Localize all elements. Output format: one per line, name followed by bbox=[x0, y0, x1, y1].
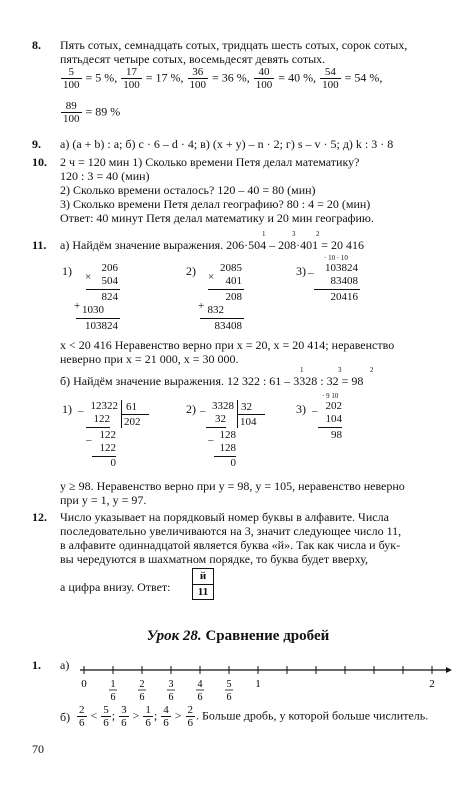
sub-3-result: 98 bbox=[331, 429, 342, 441]
numerator: 89 bbox=[61, 100, 82, 113]
calc-3-label: 3) bbox=[296, 264, 306, 278]
numerator: 54 bbox=[320, 66, 341, 79]
calc-1-multiplier: 504 bbox=[101, 275, 118, 287]
order-mark: 1 bbox=[262, 230, 266, 238]
task-11a-inequality-1: x < 20 416 Неравенство верно при x = 20, x = 20 414; неравенство bbox=[60, 338, 395, 352]
task-9-number: 9. bbox=[32, 137, 41, 151]
calc-1-result: 103824 bbox=[85, 320, 118, 332]
denominator: 6 bbox=[187, 717, 194, 729]
numerator: 36 bbox=[188, 66, 209, 79]
calc-2-rule-2 bbox=[200, 318, 244, 319]
denominator: 6 bbox=[103, 717, 109, 729]
order-mark: 2 bbox=[316, 230, 320, 238]
calc-1-label: 1) bbox=[62, 264, 72, 278]
calc-2-rule bbox=[208, 289, 244, 290]
calc-2-result: 83408 bbox=[214, 320, 242, 332]
task-8-text-2: пятьдесят четыре сотых, восемьдесят девять сотых. bbox=[60, 52, 326, 66]
sub-3-carry: · 9 10 bbox=[322, 392, 339, 400]
numerator: 4 bbox=[163, 704, 169, 716]
div-1-remainder: 0 bbox=[110, 457, 116, 469]
multiply-sign: × bbox=[85, 271, 92, 283]
axis-label-denominator: 6 bbox=[139, 692, 145, 703]
axis-label-numerator: 5 bbox=[226, 679, 232, 690]
axis-label-numerator: 4 bbox=[197, 679, 203, 690]
compare-operator: < bbox=[87, 708, 101, 723]
div-2-quotient: 104 bbox=[240, 416, 257, 428]
task-1a-label: а) bbox=[60, 658, 70, 672]
task-8-text-1: Пять сотых, семнадцать сотых, тридцать шесть сотых, сорок сотых, bbox=[60, 38, 408, 52]
task-12-line-2: последовательно увеличиваются на 3, значит следующее число 11, bbox=[60, 524, 402, 538]
numerator: 40 bbox=[254, 66, 275, 79]
calc-1-rule bbox=[86, 289, 120, 290]
calc-2-label: 2) bbox=[186, 264, 196, 278]
denominator: 100 bbox=[123, 79, 140, 91]
axis-label-numerator: 1 bbox=[110, 679, 116, 690]
axis-label: 2 bbox=[429, 678, 435, 690]
compare-operator: > bbox=[129, 708, 143, 723]
separator: ; bbox=[153, 708, 161, 723]
task-12-line-3: в алфавите одиннадцатой является буква «й». Так как числа и бук- bbox=[60, 538, 401, 552]
axis-label: 1 bbox=[255, 678, 261, 690]
task-12-answer-box bbox=[192, 568, 214, 600]
compare-fraction bbox=[77, 704, 87, 729]
div-1-rule bbox=[86, 427, 110, 428]
div-1-quotient: 202 bbox=[124, 416, 141, 428]
task-11a-line: а) Найдём значение выражения. 206·504 – 208·401 = 20 416 bbox=[60, 238, 364, 252]
numerator: 1 bbox=[145, 704, 151, 716]
compare-fraction bbox=[186, 704, 196, 729]
div-2-step-3: 128 bbox=[219, 442, 236, 454]
sub-3-subtrahend: 104 bbox=[325, 413, 342, 425]
task-8-number: 8. bbox=[32, 38, 41, 52]
calc-3-subtrahend: 83408 bbox=[330, 275, 358, 287]
axis-label-denominator: 6 bbox=[226, 692, 232, 703]
task-1b-label: б) bbox=[60, 710, 71, 724]
task-8-fraction-last bbox=[60, 100, 120, 125]
plus-sign: + bbox=[198, 300, 205, 312]
lesson-topic: Сравнение дробей bbox=[201, 628, 330, 644]
task-11b-line: б) Найдём значение выражения. 12 322 : 61 – 3328 : 32 = 98 bbox=[60, 374, 364, 388]
numerator: 2 bbox=[79, 704, 85, 716]
answer-number: 11 bbox=[197, 586, 209, 598]
compare-operator: > bbox=[171, 708, 185, 723]
percent-value: = 36 %, bbox=[209, 70, 253, 85]
numerator: 17 bbox=[121, 66, 142, 79]
denominator: 100 bbox=[63, 79, 80, 91]
task-12-number: 12. bbox=[32, 510, 47, 524]
task-11b-inequality-1: y ≥ 98. Неравенство верно при y = 98, y = 105, неравенство неверно bbox=[60, 479, 405, 493]
task-10-line-4: 3) Сколько времени Петя делал географию? 80 : 4 = 20 (мин) bbox=[60, 197, 371, 211]
div-1-label: 1) bbox=[62, 402, 72, 416]
percent-value: = 5 %, bbox=[82, 70, 121, 85]
task-12-line-4: вы чередуются в шахматном порядке, то буква будет вверху, bbox=[60, 552, 368, 566]
task-1-number: 1. bbox=[32, 658, 41, 672]
denominator: 100 bbox=[255, 79, 273, 91]
div-2-divisor: 32 bbox=[241, 401, 252, 413]
calc-3-carry: · 10 · 10 bbox=[324, 254, 348, 262]
percent-fraction bbox=[61, 66, 82, 91]
numerator: 5 bbox=[61, 66, 82, 79]
order-mark: 2 bbox=[370, 366, 374, 374]
order-mark: 3 bbox=[292, 230, 296, 238]
percent-fraction bbox=[121, 66, 142, 91]
number-line bbox=[74, 660, 454, 706]
sub-3-label: 3) bbox=[296, 402, 306, 416]
calc-2-multiplicand: 2085 bbox=[220, 262, 242, 274]
multiply-sign: × bbox=[208, 271, 215, 283]
axis-label-denominator: 6 bbox=[197, 692, 203, 703]
axis-label-denominator: 6 bbox=[110, 692, 116, 703]
task-10-line-1: 2 ч = 120 мин 1) Сколько времени Петя делал математику? bbox=[60, 155, 360, 169]
minus-sign: – bbox=[200, 405, 206, 417]
denominator: 6 bbox=[163, 717, 169, 729]
task-8-fraction-row bbox=[60, 66, 382, 91]
div-2-label: 2) bbox=[186, 402, 196, 416]
percent-value: = 40 %, bbox=[275, 70, 320, 85]
lesson-number: Урок 28. bbox=[146, 628, 202, 644]
separator: ; bbox=[111, 708, 119, 723]
compare-fraction bbox=[101, 704, 111, 729]
calc-2-partial-2: 832 bbox=[207, 304, 224, 316]
denominator: 6 bbox=[145, 717, 151, 729]
percent-fraction bbox=[254, 66, 275, 91]
percent-value: = 54 %, bbox=[341, 70, 383, 85]
percent-value: = 17 %, bbox=[142, 70, 187, 85]
calc-3-rule bbox=[314, 289, 360, 290]
denominator: 100 bbox=[322, 79, 339, 91]
answer-letter: й bbox=[193, 569, 213, 585]
task-10-line-5: Ответ: 40 минут Петя делал математику и 20 мин географию. bbox=[60, 211, 374, 225]
task-11b-inequality-2: при y = 1, y = 97. bbox=[60, 493, 147, 507]
percent-fraction bbox=[320, 66, 341, 91]
denominator: 6 bbox=[121, 717, 127, 729]
div-1-step-3: 122 bbox=[99, 442, 116, 454]
task-12-line-1: Число указывает на порядковый номер буквы в алфавите. Числа bbox=[60, 510, 389, 524]
div-2-dividend: 3328 bbox=[212, 400, 234, 412]
task-1b-comparison bbox=[76, 704, 428, 729]
axis-arrow bbox=[446, 667, 452, 673]
compare-fraction bbox=[143, 704, 153, 729]
minus-sign: – bbox=[208, 434, 214, 446]
denominator: 100 bbox=[189, 79, 207, 91]
minus-sign: – bbox=[78, 405, 84, 417]
denominator: 6 bbox=[79, 717, 85, 729]
minus-sign: – bbox=[86, 434, 92, 446]
div-2-step-1: 32 bbox=[215, 413, 226, 425]
numerator: 5 bbox=[103, 704, 109, 716]
task-9-text: а) (a + b) : a; б) c · 6 – d · 4; в) (x + y) – n · 2; г) s – v · 5; д) k : 3 · 8 bbox=[60, 137, 394, 151]
task-12-last-line: а цифра внизу. Ответ: bbox=[60, 580, 171, 594]
axis-label: 0 bbox=[81, 678, 87, 690]
axis-label-numerator: 2 bbox=[139, 679, 145, 690]
calc-1-partial-1: 824 bbox=[101, 291, 118, 303]
percent-fraction bbox=[61, 100, 82, 125]
task-10-number: 10. bbox=[32, 155, 47, 169]
task-10-line-3: 2) Сколько времени осталось? 120 – 40 = 80 (мин) bbox=[60, 183, 316, 197]
task-11a-inequality-2: неверно при x = 21 000, x = 30 000. bbox=[60, 352, 239, 366]
numerator: 3 bbox=[121, 704, 127, 716]
percent-fraction bbox=[188, 66, 209, 91]
axis-label-denominator: 6 bbox=[168, 692, 174, 703]
lesson-title bbox=[0, 628, 476, 645]
numerator: 2 bbox=[187, 704, 194, 716]
calc-1-rule-2 bbox=[76, 318, 120, 319]
div-2-remainder: 0 bbox=[230, 457, 236, 469]
task-11-number: 11. bbox=[32, 238, 47, 252]
percent-value: = 89 % bbox=[82, 104, 121, 119]
sub-3-rule bbox=[318, 427, 342, 428]
minus-sign: – bbox=[308, 267, 314, 279]
denominator: 100 bbox=[63, 113, 80, 125]
order-mark: 1 bbox=[300, 366, 304, 374]
order-mark: 3 bbox=[338, 366, 342, 374]
div-2-rule bbox=[206, 427, 226, 428]
calc-1-multiplicand: 206 bbox=[101, 262, 118, 274]
task-1b-conclusion: . Больше дробь, у которой больше числитель. bbox=[196, 708, 429, 723]
div-1-step-2: 122 bbox=[99, 429, 116, 441]
div-1-divisor: 61 bbox=[126, 401, 137, 413]
calc-2-partial-1: 208 bbox=[225, 291, 242, 303]
calc-3-minuend: 103824 bbox=[325, 262, 358, 274]
compare-fraction bbox=[161, 704, 171, 729]
div-1-dividend: 12322 bbox=[90, 400, 118, 412]
div-1-step-1: 122 bbox=[93, 413, 110, 425]
page-number: 70 bbox=[32, 742, 44, 756]
task-10-line-2: 120 : 3 = 40 (мин) bbox=[60, 169, 150, 183]
minus-sign: – bbox=[312, 405, 318, 417]
div-2-step-2: 128 bbox=[219, 429, 236, 441]
plus-sign: + bbox=[74, 300, 81, 312]
compare-fraction bbox=[119, 704, 129, 729]
calc-1-partial-2: 1030 bbox=[82, 304, 104, 316]
calc-2-multiplier: 401 bbox=[225, 275, 242, 287]
calc-3-result: 20416 bbox=[330, 291, 358, 303]
sub-3-minuend: 202 bbox=[325, 400, 342, 412]
axis-label-numerator: 3 bbox=[168, 679, 174, 690]
